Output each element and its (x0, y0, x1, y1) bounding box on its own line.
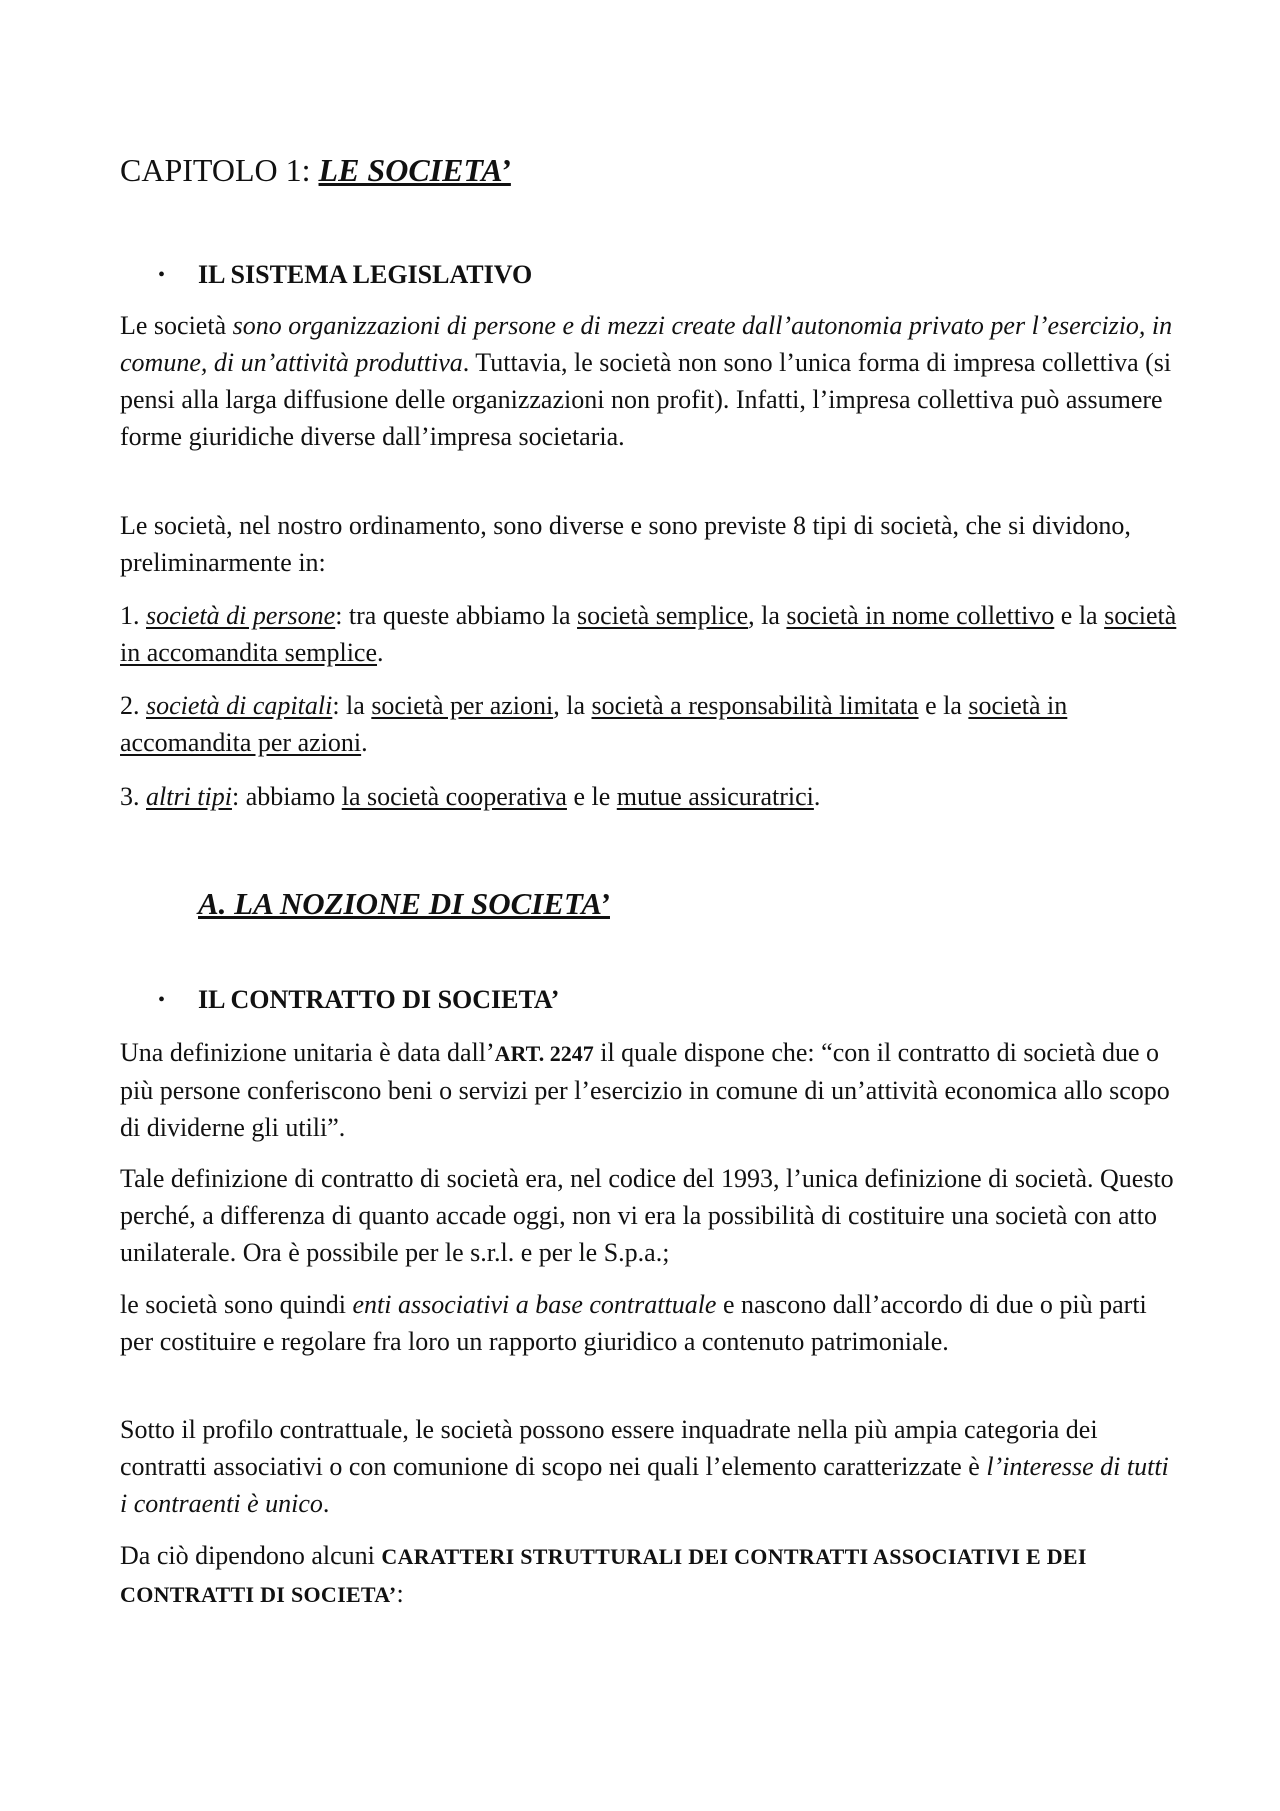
list-entry: società in accomandita per azioni (120, 691, 1068, 757)
list-item-altri-tipi (120, 778, 1180, 815)
text-run: : la (332, 691, 372, 720)
list-number: 2. (120, 691, 146, 720)
italic-phrase: l’interesse di tutti i contraenti è unico (120, 1452, 1169, 1518)
text-run: le società sono quindi (120, 1290, 353, 1319)
section-heading-text: IL CONTRATTO DI SOCIETA’ (198, 985, 560, 1014)
text-run: : abbiamo (231, 782, 342, 811)
list-category: società di persone (146, 601, 336, 630)
chapter-heading (120, 150, 511, 190)
paragraph-tipi-societa: Le società, nel nostro ordinamento, sono diverse e sono previste 8 tipi di società, che si dividono, preliminarmente in: (120, 511, 1131, 577)
text-run: . Tuttavia, le società non sono l’unica forma di impresa collettiva (si pensi alla larga diffusione delle organizzazioni non profit). Infatti, l’impresa collettiva può assumere forme giuridiche diverse dall’impresa societaria. (120, 348, 1172, 451)
chapter-prefix: CAPITOLO 1: (120, 152, 319, 188)
italic-definition: sono organizzazioni di persone e di mezzi create dall’autonomia privato per l’esercizio, in comune, di un’attività produttiva (120, 311, 1173, 377)
text-run: Le società (120, 311, 233, 340)
text-run: . (813, 782, 821, 811)
text-run: : tra queste abbiamo la (335, 601, 578, 630)
text-run: e le (566, 782, 617, 811)
bullet-icon: • (158, 989, 166, 1011)
text-run: e la (918, 691, 969, 720)
paragraph-enti-associativi (120, 1286, 1180, 1360)
paragraph-codice-1993: Tale definizione di contratto di società era, nel codice del 1993, l’unica definizione di società. Questo perché, a differenza di quanto accade oggi, non vi era la possibilità di costituire una società con atto unilaterale. Ora è possibile per le s.r.l. e per le S.p.a.; (120, 1164, 1174, 1267)
article-reference: ART. 2247 (494, 1041, 594, 1066)
section-heading-text: IL SISTEMA LEGISLATIVO (198, 260, 533, 289)
text-run: il quale dispone che: “con il contratto di società due o più persone conferiscono beni o servizi per l’esercizio in comune di un’attività economica allo scopo di dividerne gli utili”. (120, 1038, 1170, 1142)
list-category: società di capitali (146, 691, 333, 720)
bullet-icon: • (158, 264, 166, 286)
list-entry: società per azioni (371, 691, 554, 720)
list-item-societa-persone (120, 597, 1180, 671)
text-run: , la (748, 601, 787, 630)
list-number: 1. (120, 601, 146, 630)
text-run: : (396, 1579, 404, 1608)
text-run: . (377, 638, 384, 667)
text-run: e nascono dall’accordo di due o più parti per costituire e regolare fra loro un rapporto giuridico a contenuto patrimoniale. (120, 1290, 1147, 1356)
paragraph-definizione-societa (120, 307, 1180, 455)
list-entry: la società cooperativa (341, 782, 567, 811)
chapter-title: LE SOCIETA’ (318, 152, 511, 188)
list-item-societa-capitali (120, 687, 1180, 761)
bold-caps-phrase: CARATTERI STRUTTURALI DEI CONTRATTI ASSOCIATIVI E DEI CONTRATTI DI SOCIETA’ (120, 1544, 1087, 1607)
italic-phrase: enti associativi a base contrattuale (352, 1290, 717, 1319)
list-entry: società in accomandita semplice (120, 601, 1177, 667)
list-number: 3. (120, 782, 146, 811)
section-title-nozione-societa: A. LA NOZIONE DI SOCIETA’ (198, 886, 610, 921)
paragraph-art-2247 (120, 1034, 1180, 1146)
text-run: . (322, 1489, 330, 1518)
paragraph-caratteri-strutturali (120, 1537, 1180, 1613)
list-entry: società a responsabilità limitata (591, 691, 919, 720)
text-run: . (361, 728, 368, 757)
paragraph-profilo-contrattuale (120, 1411, 1180, 1522)
text-run: , la (553, 691, 592, 720)
text-run: Sotto il profilo contrattuale, le società possono essere inquadrate nella più ampia categoria dei contratti associativi o con comunione di scopo nei quali l’elemento caratterizzate è (120, 1415, 1098, 1481)
text-run: e la (1054, 601, 1105, 630)
text-run: Una definizione unitaria è data dall’ (120, 1038, 495, 1067)
text-run: Da ciò dipendono alcuni (120, 1541, 382, 1570)
list-entry: società in nome collettivo (786, 601, 1055, 630)
list-entry: società semplice (577, 601, 749, 630)
list-category: altri tipi (146, 782, 232, 811)
list-entry: mutue assicuratrici (616, 782, 814, 811)
